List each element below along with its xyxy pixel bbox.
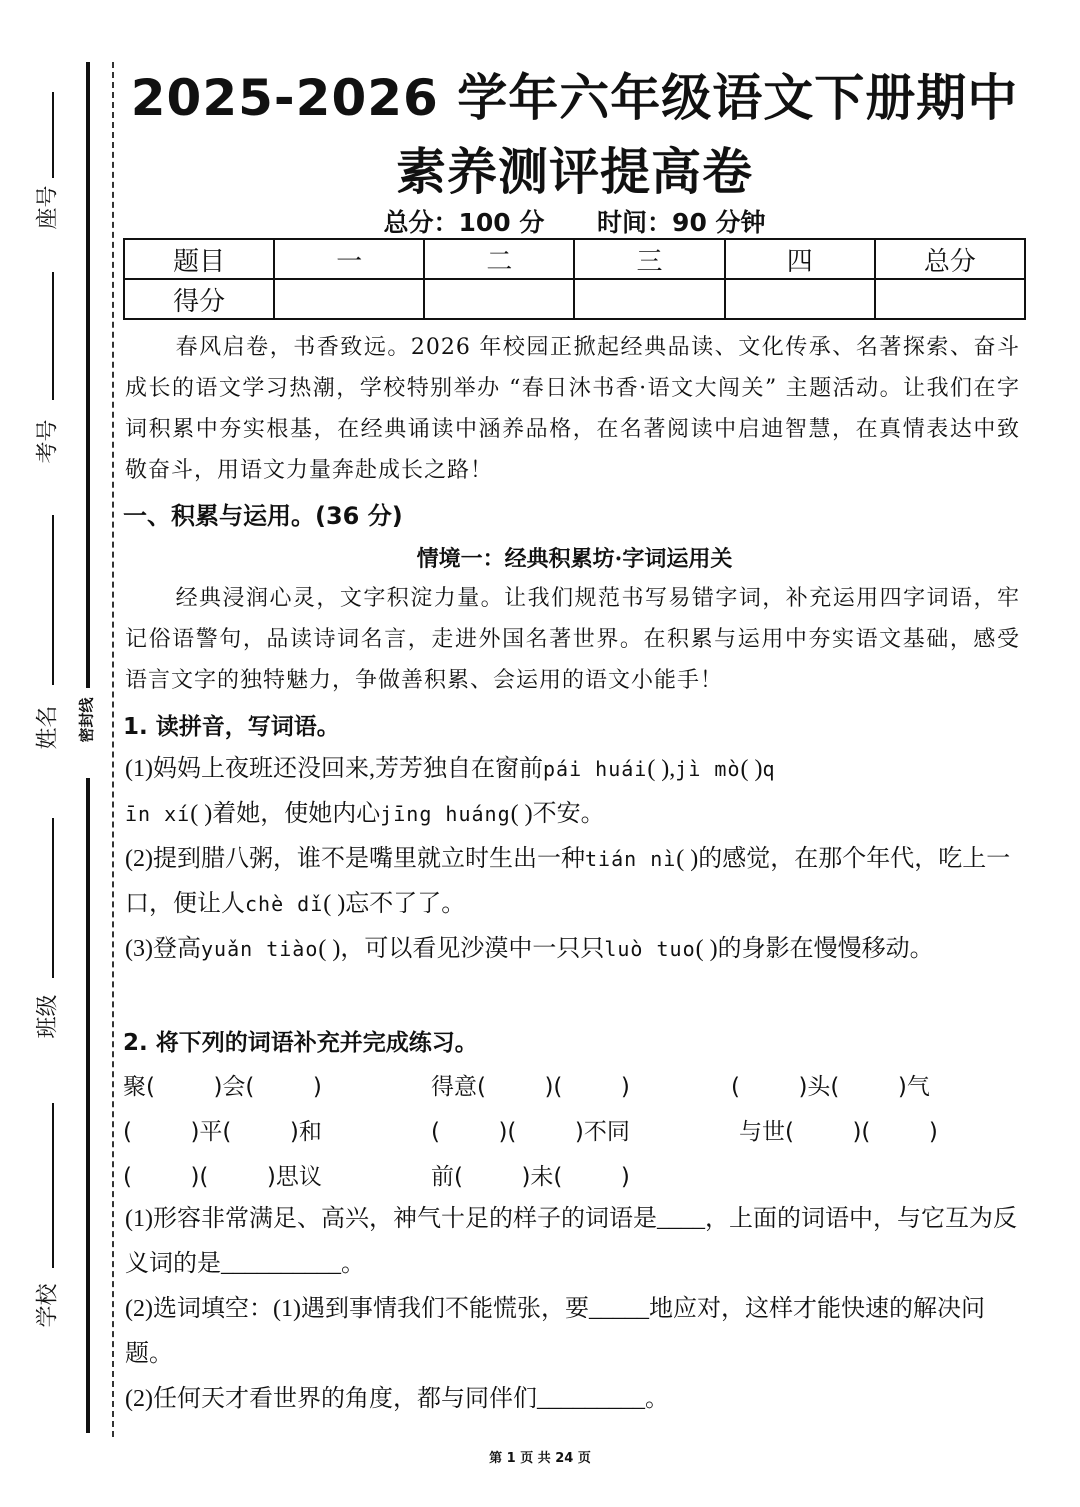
question-1-body (125, 747, 1020, 972)
score-header-cell: 三 (574, 239, 724, 279)
question-1-item-3 (125, 927, 1020, 972)
seal-rule-bottom (86, 778, 90, 1433)
answer-blank[interactable]: ( )，可以看见沙漠中一只只 (318, 936, 605, 962)
pinyin: jì mò (675, 757, 741, 781)
idiom-row-1 (123, 1068, 1026, 1108)
q1-text: (2)提到腊八粥，谁不是嘴里就立时生出一种 (125, 846, 585, 872)
question-2-sub-1: (1)形容非常满足、高兴，神气十足的样子的词语是____，上面的词语中，与它互为反义词的是__________。 (125, 1206, 1017, 1277)
idiom-blank[interactable]: ( )( )思议 (123, 1164, 322, 1190)
score-cell[interactable] (725, 279, 875, 319)
seat-underline (52, 92, 54, 178)
seal-line-label: 密封线 (77, 697, 96, 743)
pinyin: īn xí (125, 802, 191, 826)
score-cell[interactable] (274, 279, 424, 319)
pinyin: tián nì (584, 847, 677, 871)
pinyin: pái huái (542, 757, 648, 781)
section-1-title: 一、积累与运用。(36 分) (123, 502, 403, 530)
question-2-title: 2. 将下列的词语补充并完成练习。 (123, 1030, 478, 1056)
score-cell[interactable] (574, 279, 724, 319)
exam-no-label: 考号 (35, 419, 61, 464)
school-underline (52, 1103, 54, 1268)
question-2-sub-3: (2)任何天才看世界的角度，都与同伴们_________。 (125, 1386, 669, 1412)
exam-time: 时间：90 分钟 (597, 208, 766, 237)
exam-meta (123, 203, 1026, 239)
score-cell[interactable] (424, 279, 574, 319)
page-title-line1: 2025-2026 学年六年级语文下册期中 (130, 69, 1019, 127)
score-header-cell: 总分 (875, 239, 1025, 279)
question-1-item-1 (125, 747, 1020, 792)
score-cell[interactable] (875, 279, 1025, 319)
idiom-blank[interactable]: ( )头( )气 (731, 1074, 930, 1100)
question-2-sub-2: (2)选词填空：(1)遇到事情我们不能慌张，要_____地应对，这样才能快速的解决问题。 (125, 1296, 985, 1367)
pinyin: yuǎn tiào (200, 937, 319, 961)
idiom-blank[interactable]: 聚( )会( ) (123, 1074, 322, 1100)
idiom-row-3 (123, 1158, 1026, 1198)
score-row-label: 得分 (124, 279, 274, 319)
answer-blank[interactable]: ( )忘不了了。 (323, 891, 466, 917)
scene-1-intro: 经典浸润心灵，文字积淀力量。让我们规范书写易错字词，补充运用四字词语，牢记俗语警句，品读诗词名言，走进外国名著世界。在积累与运用中夯实语文基础，感受语言文字的独特魅力，争做善积累、会运用的语文小能手！ (125, 586, 1020, 693)
total-score: 总分：100 分 (383, 208, 545, 237)
name-underline (52, 515, 54, 685)
score-header-cell: 一 (274, 239, 424, 279)
pinyin: jīng huáng (380, 802, 511, 826)
score-table (123, 238, 1026, 320)
q1-text: (3)登高 (125, 936, 201, 962)
intro-paragraph: 春风启卷，书香致远。2026 年校园正掀起经典品读、文化传承、名著探索、奋斗成长的语文学习热潮，学校特别举办 “春日沐书香·语文大闯关” 主题活动。让我们在字词积累中夯实根基，在经典诵读中涵养品格，在名著阅读中启迪智慧，在真情表达中致敬奋斗，用语文力量奔赴成长之路！ (125, 335, 1020, 483)
score-header-cell: 四 (725, 239, 875, 279)
page-footer: 第 1 页 共 24 页 (489, 1451, 591, 1466)
scene-1-title: 情境一：经典积累坊·字词运用关 (416, 546, 733, 572)
idiom-row-2 (123, 1113, 1026, 1153)
idiom-blank[interactable]: 前( )未( ) (431, 1164, 630, 1190)
score-header-cell: 二 (424, 239, 574, 279)
answer-blank[interactable]: ( )的感觉，在那个年代，吃上一口，便让人 (125, 846, 1011, 917)
pinyin: q (762, 757, 776, 781)
answer-blank[interactable]: ( )着她，使她内心 (190, 801, 381, 827)
answer-blank[interactable]: ( ) (740, 756, 763, 782)
question-1-item-1-cont (125, 792, 1020, 837)
answer-blank[interactable]: ( ), (647, 756, 676, 782)
seal-rule-top (86, 62, 90, 688)
answer-blank[interactable]: ( )不安。 (510, 801, 605, 827)
pinyin: chè dǐ (245, 892, 324, 916)
q1-text: (1)妈妈上夜班还没回来,芳芳独自在窗前 (125, 756, 543, 782)
pinyin: luò tuo (604, 937, 696, 961)
exam-no-underline (52, 272, 54, 400)
idiom-blank[interactable]: ( )( )不同 (431, 1119, 630, 1145)
class-underline (52, 818, 54, 978)
class-label: 班级 (35, 994, 61, 1039)
binding-margin (0, 0, 118, 1507)
idiom-blank[interactable]: ( )平( )和 (123, 1119, 322, 1145)
name-label: 姓名 (35, 705, 61, 750)
question-1-title: 1. 读拼音，写词语。 (123, 714, 340, 740)
score-table-header-row (124, 239, 1025, 279)
answer-blank[interactable]: ( )的身影在慢慢移动。 (695, 936, 934, 962)
idiom-blank[interactable]: 与世( )( ) (739, 1119, 938, 1145)
score-table-score-row (124, 279, 1025, 319)
page-title-line2: 素养测评提高卷 (396, 143, 753, 201)
question-1-item-2 (125, 837, 1020, 927)
seat-label: 座号 (35, 185, 61, 230)
school-label: 学校 (35, 1283, 61, 1328)
idiom-blank[interactable]: 得意( )( ) (431, 1074, 630, 1100)
dashed-cut-line (112, 62, 114, 1437)
score-header-cell: 题目 (124, 239, 274, 279)
